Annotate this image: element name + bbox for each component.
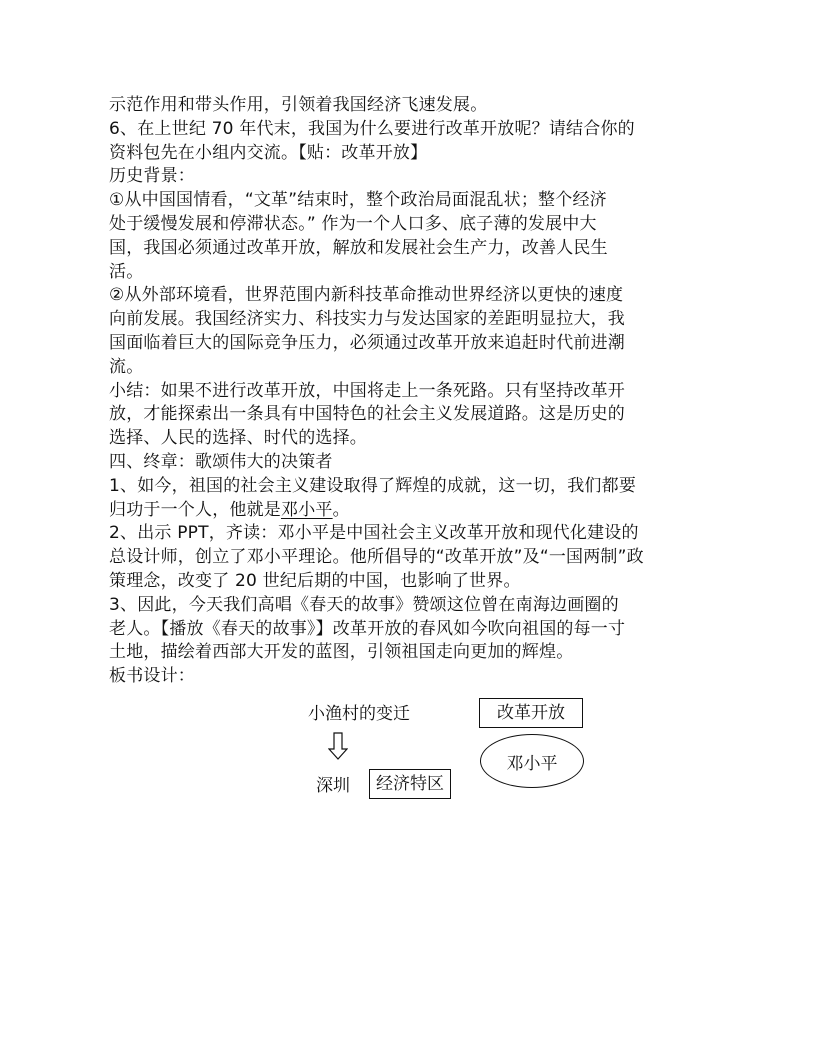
text-line-3: 资料包先在小组内交流。【贴：改革开放】 xyxy=(109,142,428,163)
economic-zone-box: 经济特区 xyxy=(369,769,451,799)
text-line-9: ②从外部环境看，世界范围内新科技革命推动世界经济以更快的速度 xyxy=(109,285,624,306)
text-line-1: 示范作用和带头作用，引领着我国经济飞速发展。 xyxy=(109,95,488,115)
village-change-label: 小渔村的变迁 xyxy=(308,704,410,724)
text-line-2: 6、在上世纪 70 年代末，我国为什么要进行改革开放呢？请结合你的 xyxy=(109,118,635,139)
text-line-5: ①从中国国情看，“文革”结束时，整个政治局面混乱状；整个经济 xyxy=(109,190,607,211)
text-line-11: 国面临着巨大的国际竞争压力，必须通过改革开放来追赶时代前进潮 xyxy=(109,332,625,353)
text-line-20: 总设计师，创立了邓小平理论。他所倡导的“改革开放”及“一国两制”政 xyxy=(109,547,644,568)
text-line-22: 3、因此，今天我们高唱《春天的故事》赞颂这位曾在南海边画圈的 xyxy=(109,594,619,615)
text-line-16: 四、终章：歌颂伟大的决策者 xyxy=(109,451,333,472)
board-design-heading: 板书设计： xyxy=(109,666,195,687)
text-line-15: 选择、人民的选择、时代的选择。 xyxy=(109,428,367,449)
text-line-8: 活。 xyxy=(109,261,144,282)
text-line-23: 老人。【播放《春天的故事》】改革开放的春风如今吹向祖国的每一寸 xyxy=(109,618,626,639)
text-line-19: 2、出示 PPT，齐读：邓小平是中国社会主义改革开放和现代化建设的 xyxy=(109,523,639,544)
text-line-24: 土地，描绘着西部大开发的蓝图，引领祖国走向更加的辉煌。 xyxy=(109,642,574,663)
text-line-18-before: 归功于一个人，他就是 xyxy=(109,499,281,520)
text-line-21: 策理念，改变了 20 世纪后期的中国，也影响了世界。 xyxy=(109,570,521,591)
text-line-14: 放，才能探索出一条具有中国特色的社会主义发展道路。这是历史的 xyxy=(109,404,625,425)
text-line-12: 流。 xyxy=(109,356,144,377)
deng-xiaoping-ellipse-label: 邓小平 xyxy=(506,753,558,774)
text-line-17: 1、如今，祖国的社会主义建设取得了辉煌的成就，这一切，我们都要 xyxy=(109,475,637,496)
reform-opening-box: 改革开放 xyxy=(479,698,583,728)
down-arrow-outline-icon xyxy=(328,732,348,760)
text-line-6: 处于缓慢发展和停滞状态。” 作为一个人口多、底子薄的发展中大 xyxy=(109,213,597,234)
text-line-13: 小结：如果不进行改革开放，中国将走上一条死路。只有坚持改革开 xyxy=(109,380,625,401)
text-line-18-after: 。 xyxy=(332,499,350,520)
deng-xiaoping-ellipse xyxy=(480,734,584,788)
deng-xiaoping-underlined: 邓小平 xyxy=(281,499,333,520)
shenzhen-label: 深圳 xyxy=(316,776,350,796)
text-line-4: 历史背景： xyxy=(109,166,195,187)
text-line-7: 国，我国必须通过改革开放，解放和发展社会生产力，改善人民生 xyxy=(109,237,608,258)
text-line-10: 向前发展。我国经济实力、科技实力与发达国家的差距明显拉大，我 xyxy=(109,309,625,330)
